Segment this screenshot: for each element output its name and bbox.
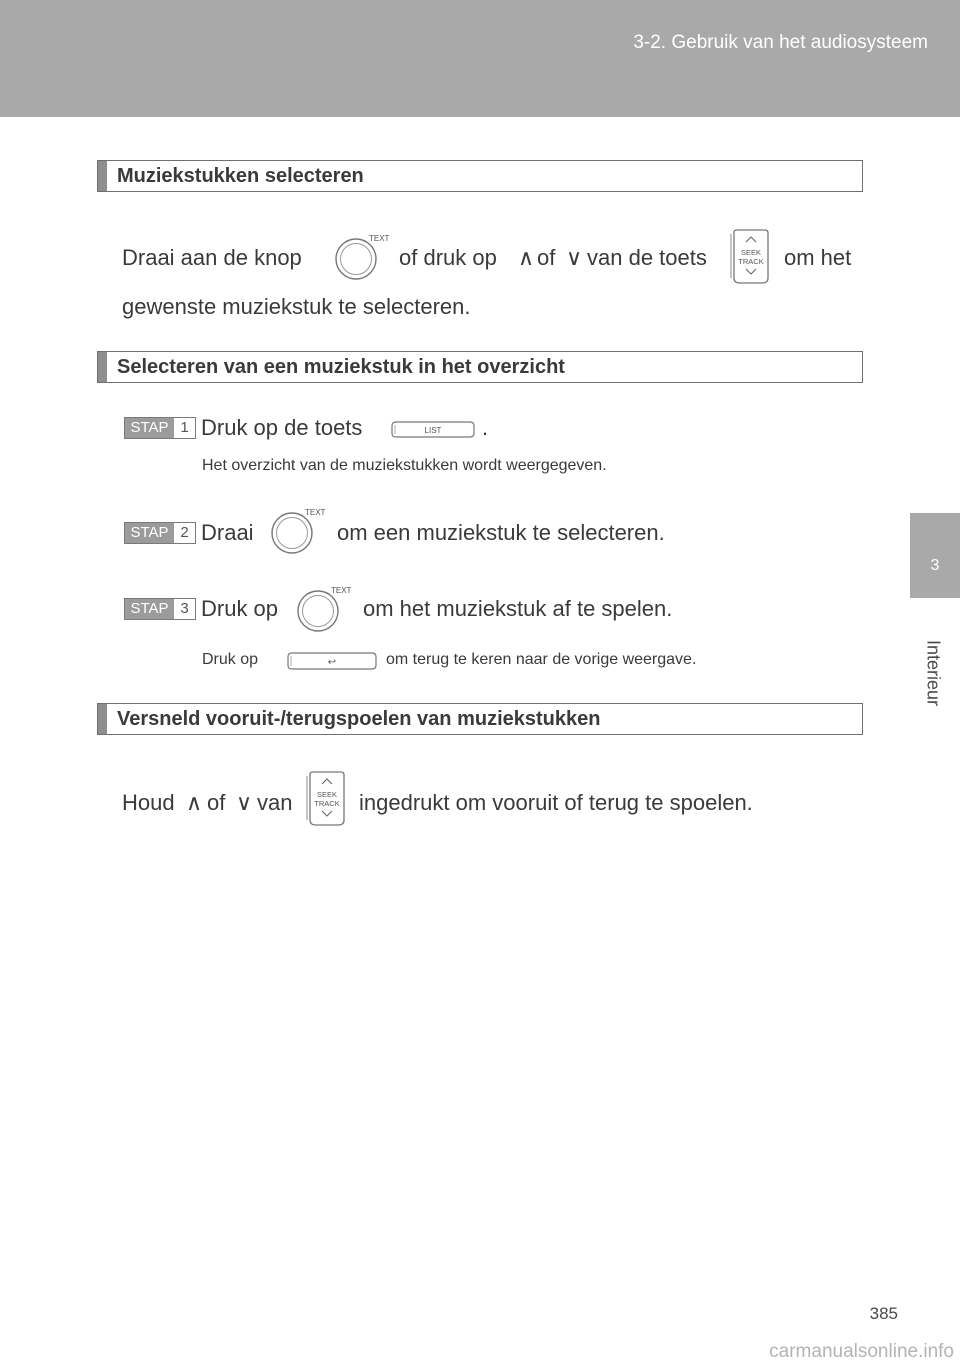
heading-bar	[98, 352, 107, 382]
text-knob-icon	[294, 584, 354, 636]
section-heading-select-tracks	[97, 160, 863, 192]
section-heading-list-select	[97, 351, 863, 383]
track-label: TRACK	[738, 257, 764, 266]
sec3-text-c: of	[207, 790, 226, 815]
list-label: LIST	[424, 426, 442, 435]
chapter-side-label-text: Interieur	[923, 639, 944, 707]
sec3-text-f: ingedrukt om vooruit of terug te spoelen.	[359, 790, 753, 815]
step-word: STAP	[125, 599, 174, 619]
back-glyph: ↩	[327, 657, 337, 668]
text-knob-icon	[268, 506, 328, 558]
chapter-tab	[910, 513, 960, 598]
sec3-text-e: van	[257, 790, 293, 815]
step-number: 3	[180, 600, 189, 617]
down-caret: ∨	[566, 245, 583, 270]
section-heading-text: Versneld vooruit-/terugspoelen van muziekstukken	[117, 708, 601, 730]
header-band	[0, 0, 960, 117]
step-number: 2	[180, 524, 189, 541]
section-heading-text: Muziekstukken selecteren	[117, 165, 364, 187]
step1-text-b: .	[482, 415, 489, 440]
step2-text-b: om een muziekstuk te selecteren.	[337, 520, 665, 545]
chapter-number: 3	[930, 557, 940, 574]
section-heading-fast-forward	[97, 703, 863, 735]
seek-track-button-icon	[304, 770, 350, 828]
track-label: TRACK	[314, 799, 340, 808]
step3-text-b: om het muziekstuk af te spelen.	[363, 596, 673, 621]
step-word: STAP	[125, 523, 174, 543]
step3-note-a: Druk op	[202, 651, 259, 668]
seek-track-button-icon	[728, 228, 774, 286]
list-button-icon	[390, 419, 476, 439]
sec1-text-a: Draai aan de knop	[122, 245, 302, 270]
chapter-side-label	[912, 628, 954, 718]
step3-text-a: Druk op	[201, 596, 279, 621]
seek-label: SEEK	[316, 790, 338, 799]
step-badge-1	[124, 417, 196, 439]
sec1-text-b: of druk op	[399, 245, 497, 270]
step1-text-a: Druk op de toets	[201, 415, 363, 440]
knob-label: TEXT	[331, 586, 352, 595]
step-number: 1	[180, 419, 189, 436]
knob-label: TEXT	[369, 234, 390, 243]
text-knob-icon	[332, 232, 390, 284]
seek-label: SEEK	[740, 248, 762, 257]
down-caret: ∨	[236, 790, 253, 815]
heading-bar	[98, 704, 107, 734]
knob-label: TEXT	[305, 508, 326, 517]
page-number: 385	[869, 1304, 898, 1323]
watermark: carmanualsonline.info	[769, 1341, 954, 1362]
step3-note-b: om terug te keren naar de vorige weergave.	[386, 651, 697, 668]
sec1-text-line2: gewenste muziekstuk te selecteren.	[122, 294, 471, 319]
up-caret: ∧	[186, 790, 203, 815]
up-caret: ∧	[518, 245, 535, 270]
heading-bar	[98, 161, 107, 191]
step-word: STAP	[125, 418, 174, 438]
sec1-text-g: om het	[784, 245, 852, 270]
step2-text-a: Draai	[201, 520, 254, 545]
step-badge-3	[124, 598, 196, 620]
step1-note: Het overzicht van de muziekstukken wordt weergegeven.	[202, 457, 607, 474]
back-button-icon	[286, 650, 378, 672]
sec1-text-f: van de toets	[587, 245, 707, 270]
sec3-text-a: Houd	[122, 790, 175, 815]
section-heading-text: Selecteren van een muziekstuk in het overzicht	[117, 356, 565, 378]
sec1-text-d: of	[537, 245, 556, 270]
step-badge-2	[124, 522, 196, 544]
chapter-title: 3-2. Gebruik van het audiosysteem	[633, 32, 928, 53]
